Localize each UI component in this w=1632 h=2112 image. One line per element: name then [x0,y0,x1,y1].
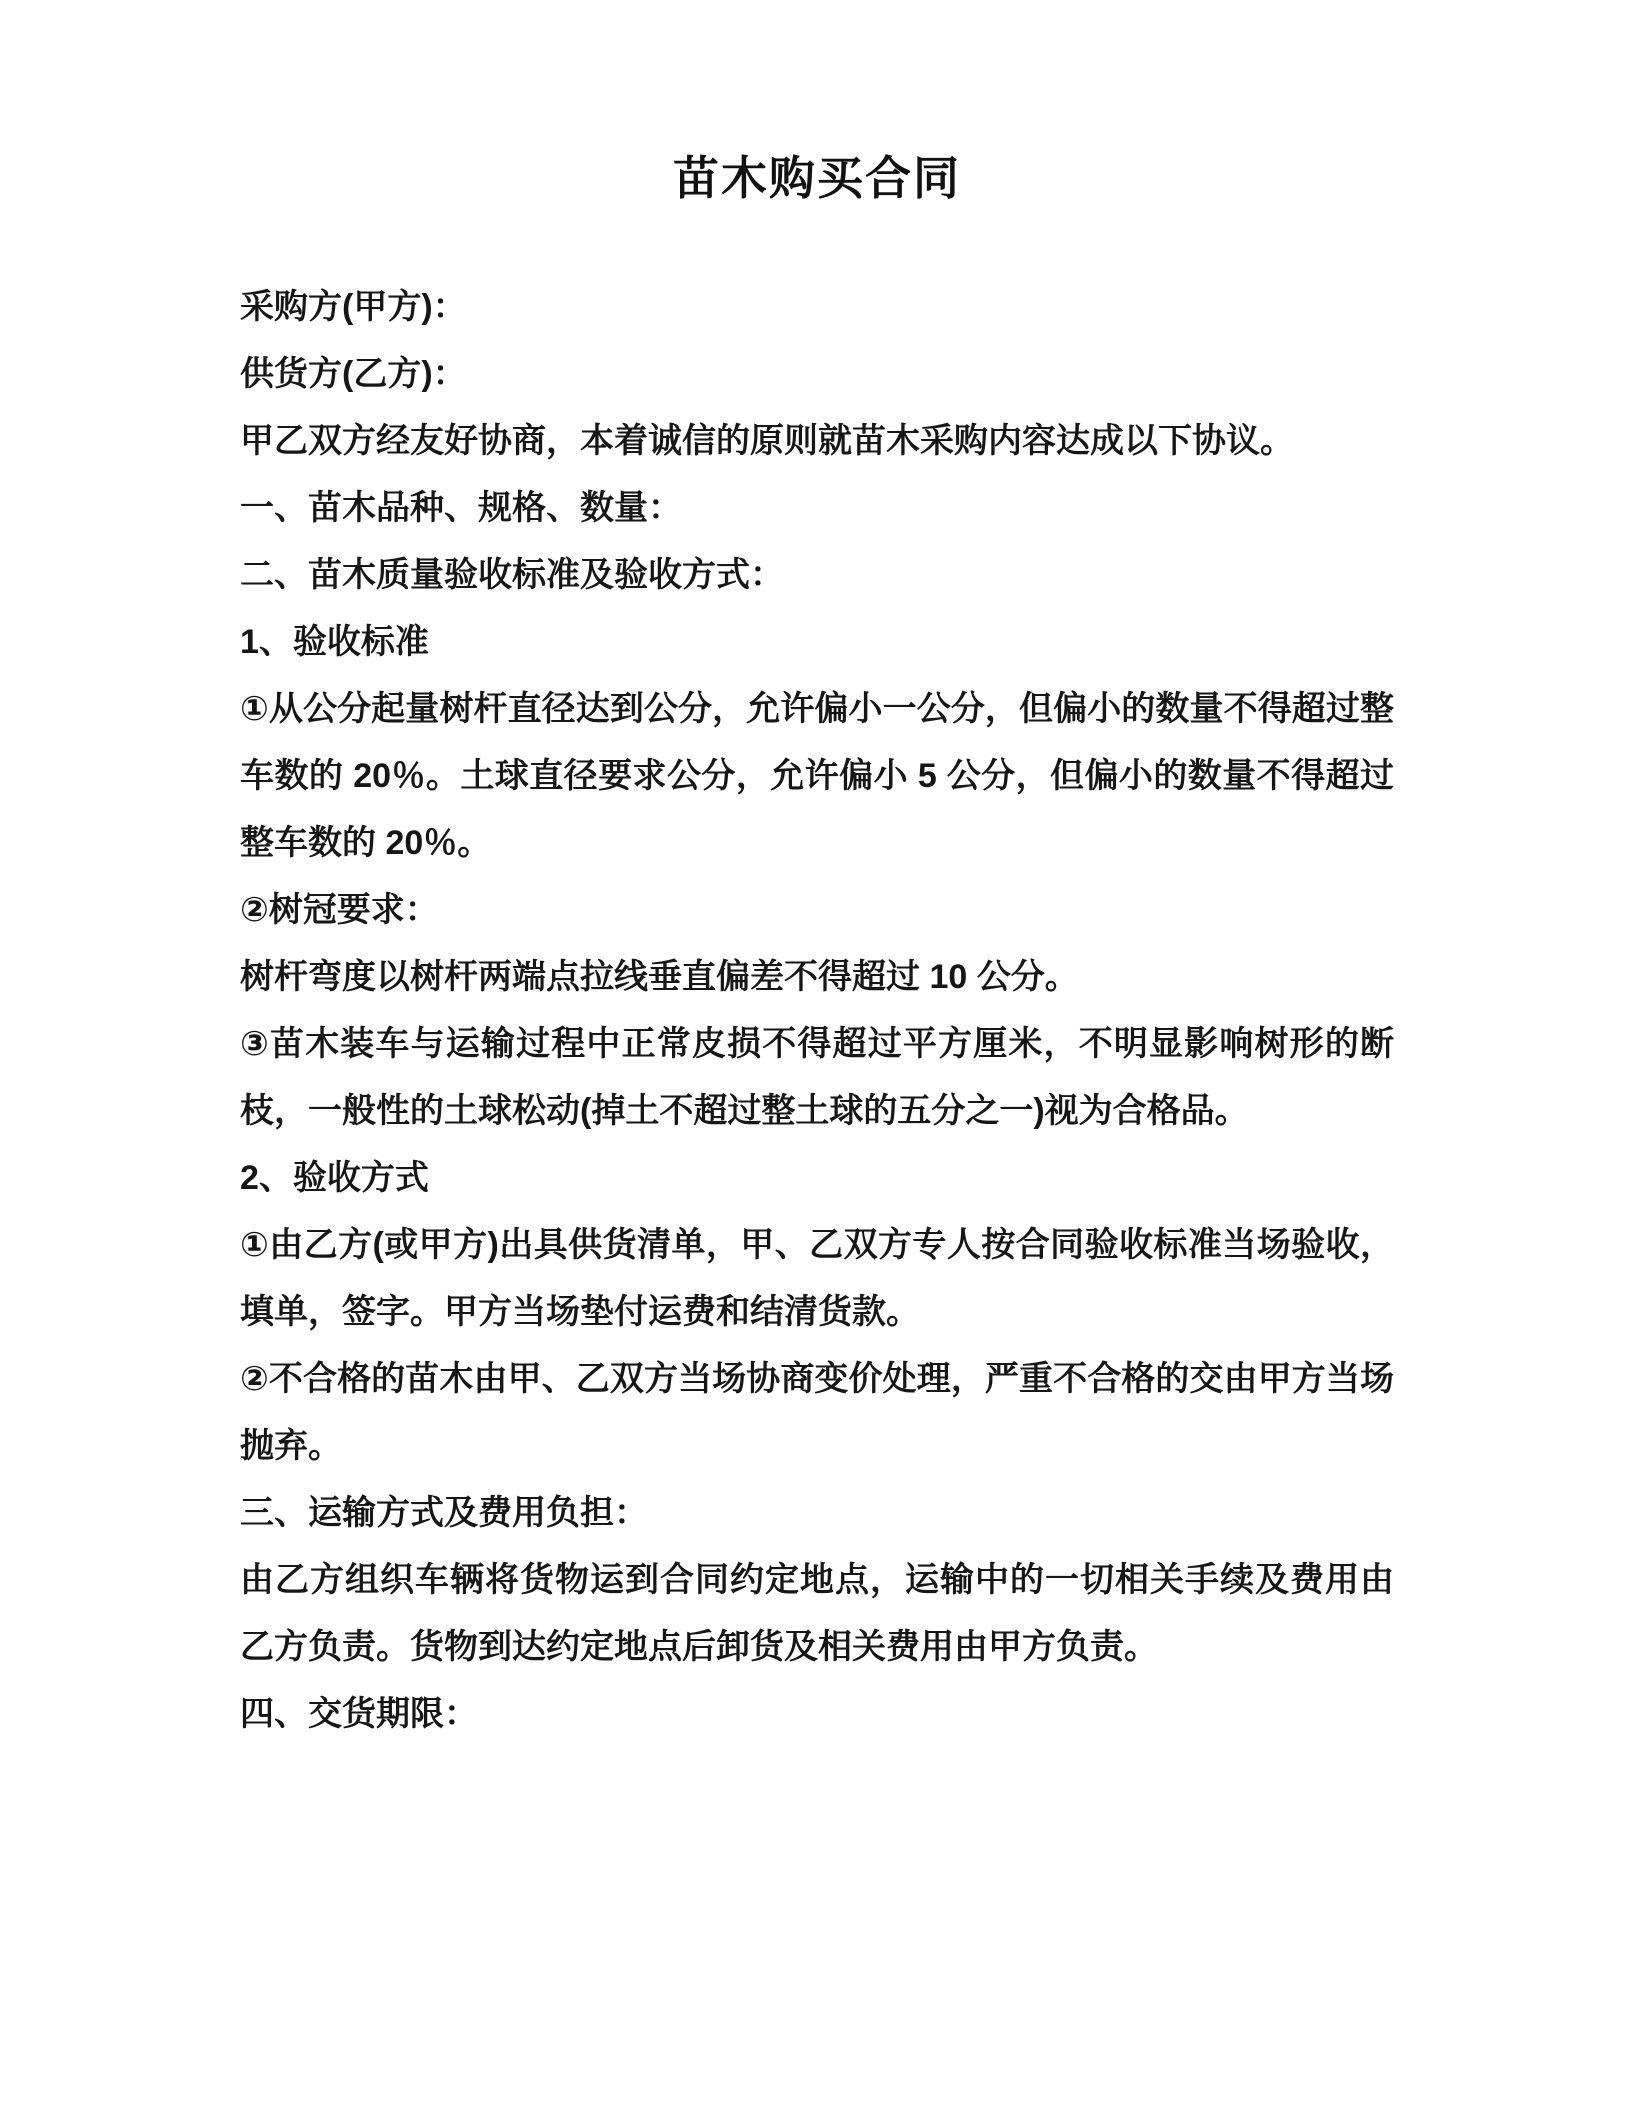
paragraph-preamble: 甲乙双方经友好协商，本着诚信的原则就苗木采购内容达成以下协议。 [240,422,1294,460]
paragraph-supplier-line: 供货方(乙方)： [240,355,467,393]
paragraph-standard-item-1: ①从公分起量树杆直径达到公分，允许偏小一公分，但偏小的数量不得超过整车数的 20％。土球直径要求公分，允许偏小 5 公分，但偏小的数量不得超过整车数的 20％。 [240,690,1394,862]
paragraph-method-item-2: ②不合格的苗木由甲、乙双方当场协商变价处理，严重不合格的交由甲方当场抛弃。 [240,1360,1394,1465]
paragraph-section-2-heading: 二、苗木质量验收标准及验收方式： [240,556,784,594]
paragraph-standard-item-3: ③苗木装车与运输过程中正常皮损不得超过平方厘米，不明显影响树形的断枝，一般性的土球松动(掉土不超过整土球的五分之一)视为合格品。 [240,1025,1394,1130]
paragraph-buyer-line: 采购方(甲方)： [240,288,467,326]
paragraph-method-item-1: ①由乙方(或甲方)出具供货清单，甲、乙双方专人按合同验收标准当场验收，填单，签字。甲方当场垫付运费和结清货款。 [240,1226,1394,1331]
paragraph-section-4-heading: 四、交货期限： [240,1695,478,1733]
paragraph-transport-terms: 由乙方组织车辆将货物运到合同约定地点，运输中的一切相关手续及费用由乙方负责。货物到达约定地点后卸货及相关费用由甲方负责。 [240,1561,1394,1666]
paragraph-acceptance-method-heading: 2、验收方式 [240,1159,429,1197]
paragraph-trunk-bend-rule: 树杆弯度以树杆两端点拉线垂直偏差不得超过 10 公分。 [240,958,1079,996]
document-body [240,274,1394,1748]
document-title: 苗木购买合同 [673,152,961,204]
paragraph-standard-item-2-heading: ②树冠要求： [240,891,439,929]
paragraph-section-1-heading: 一、苗木品种、规格、数量： [240,489,682,527]
paragraph-section-3-heading: 三、运输方式及费用负担： [240,1494,648,1532]
paragraph-acceptance-standard-heading: 1、验收标准 [240,623,429,661]
